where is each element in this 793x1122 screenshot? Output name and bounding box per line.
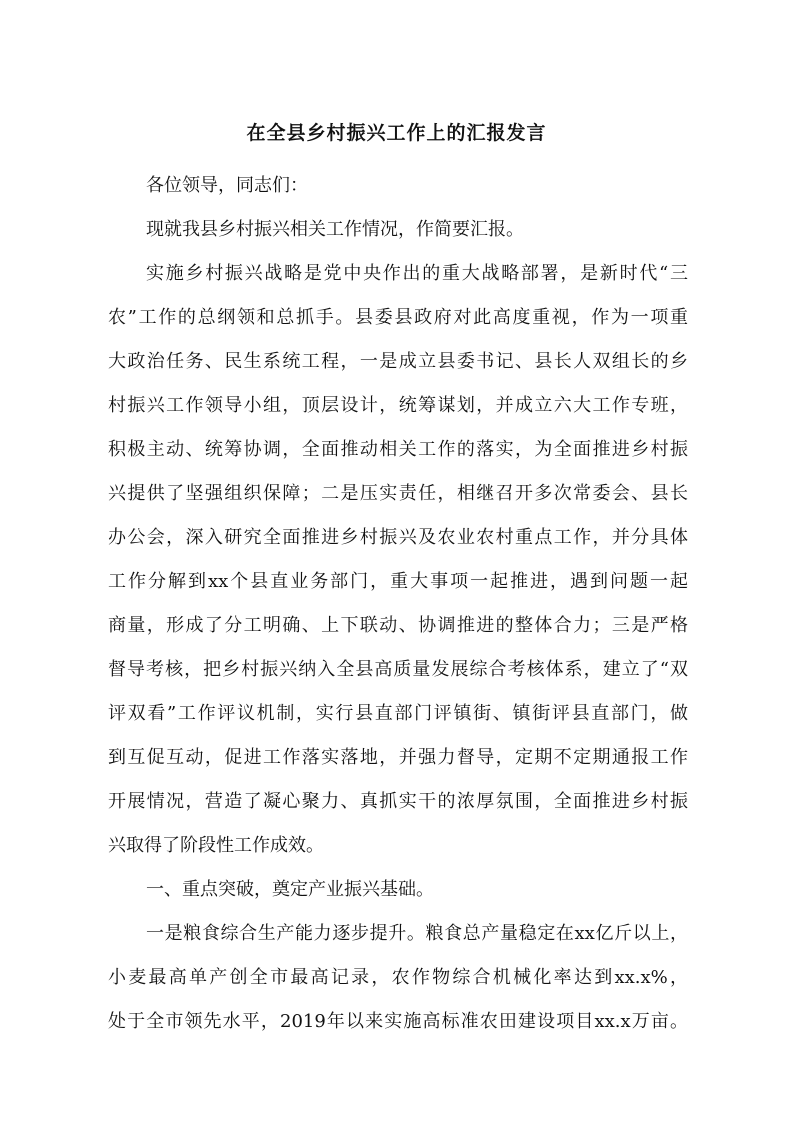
paragraph-line: 兴提供了坚强组织保障；二是压实责任，相继召开多次常委会、县长 [108, 483, 688, 504]
paragraph-line: 小麦最高单产创全市最高记录，农作物综合机械化率达到xx.x%， [108, 967, 688, 988]
section-heading: 一、重点突破，奠定产业振兴基础。 [146, 879, 434, 900]
paragraph-line: 到互促互动，促进工作落实落地，并强力督导，定期不定期通报工作 [108, 747, 688, 768]
paragraph-line: 兴取得了阶段性工作成效。 [108, 835, 324, 856]
paragraph-line: 商量，形成了分工明确、上下联动、协调推进的整体合力；三是严格 [108, 615, 688, 636]
intro-line: 现就我县乡村振兴相关工作情况，作简要汇报。 [146, 219, 524, 240]
paragraph-line: 实施乡村振兴战略是党中央作出的重大战略部署，是新时代“三 [146, 263, 688, 284]
paragraph-line: 村振兴工作领导小组，顶层设计，统筹谋划，并成立六大工作专班， [108, 395, 688, 416]
salutation-line: 各位领导，同志们： [146, 175, 308, 196]
document-title: 在全县乡村振兴工作上的汇报发言 [246, 122, 547, 144]
paragraph-line: 一是粮食综合生产能力逐步提升。粮食总产量稳定在xx亿斤以上， [146, 923, 688, 944]
paragraph-line: 办公会，深入研究全面推进乡村振兴及农业农村重点工作，并分具体 [108, 527, 688, 548]
paragraph-line: 大政治任务、民生系统工程，一是成立县委书记、县长人双组长的乡 [108, 351, 688, 372]
paragraph-line: 开展情况，营造了凝心聚力、真抓实干的浓厚氛围，全面推进乡村振 [108, 791, 688, 812]
paragraph-line: 农”工作的总纲领和总抓手。县委县政府对此高度重视，作为一项重 [108, 307, 688, 328]
paragraph-line: 积极主动、统筹协调，全面推动相关工作的落实，为全面推进乡村振 [108, 439, 688, 460]
paragraph-line: 处于全市领先水平，2019年以来实施高标准农田建设项目xx.x万亩。 [108, 1011, 688, 1032]
paragraph-line: 督导考核，把乡村振兴纳入全县高质量发展综合考核体系，建立了“双 [108, 659, 688, 680]
paragraph-line: 工作分解到xx个县直业务部门，重大事项一起推进，遇到问题一起 [108, 571, 688, 592]
paragraph-line: 评双看”工作评议机制，实行县直部门评镇街、镇街评县直部门，做 [108, 703, 688, 724]
